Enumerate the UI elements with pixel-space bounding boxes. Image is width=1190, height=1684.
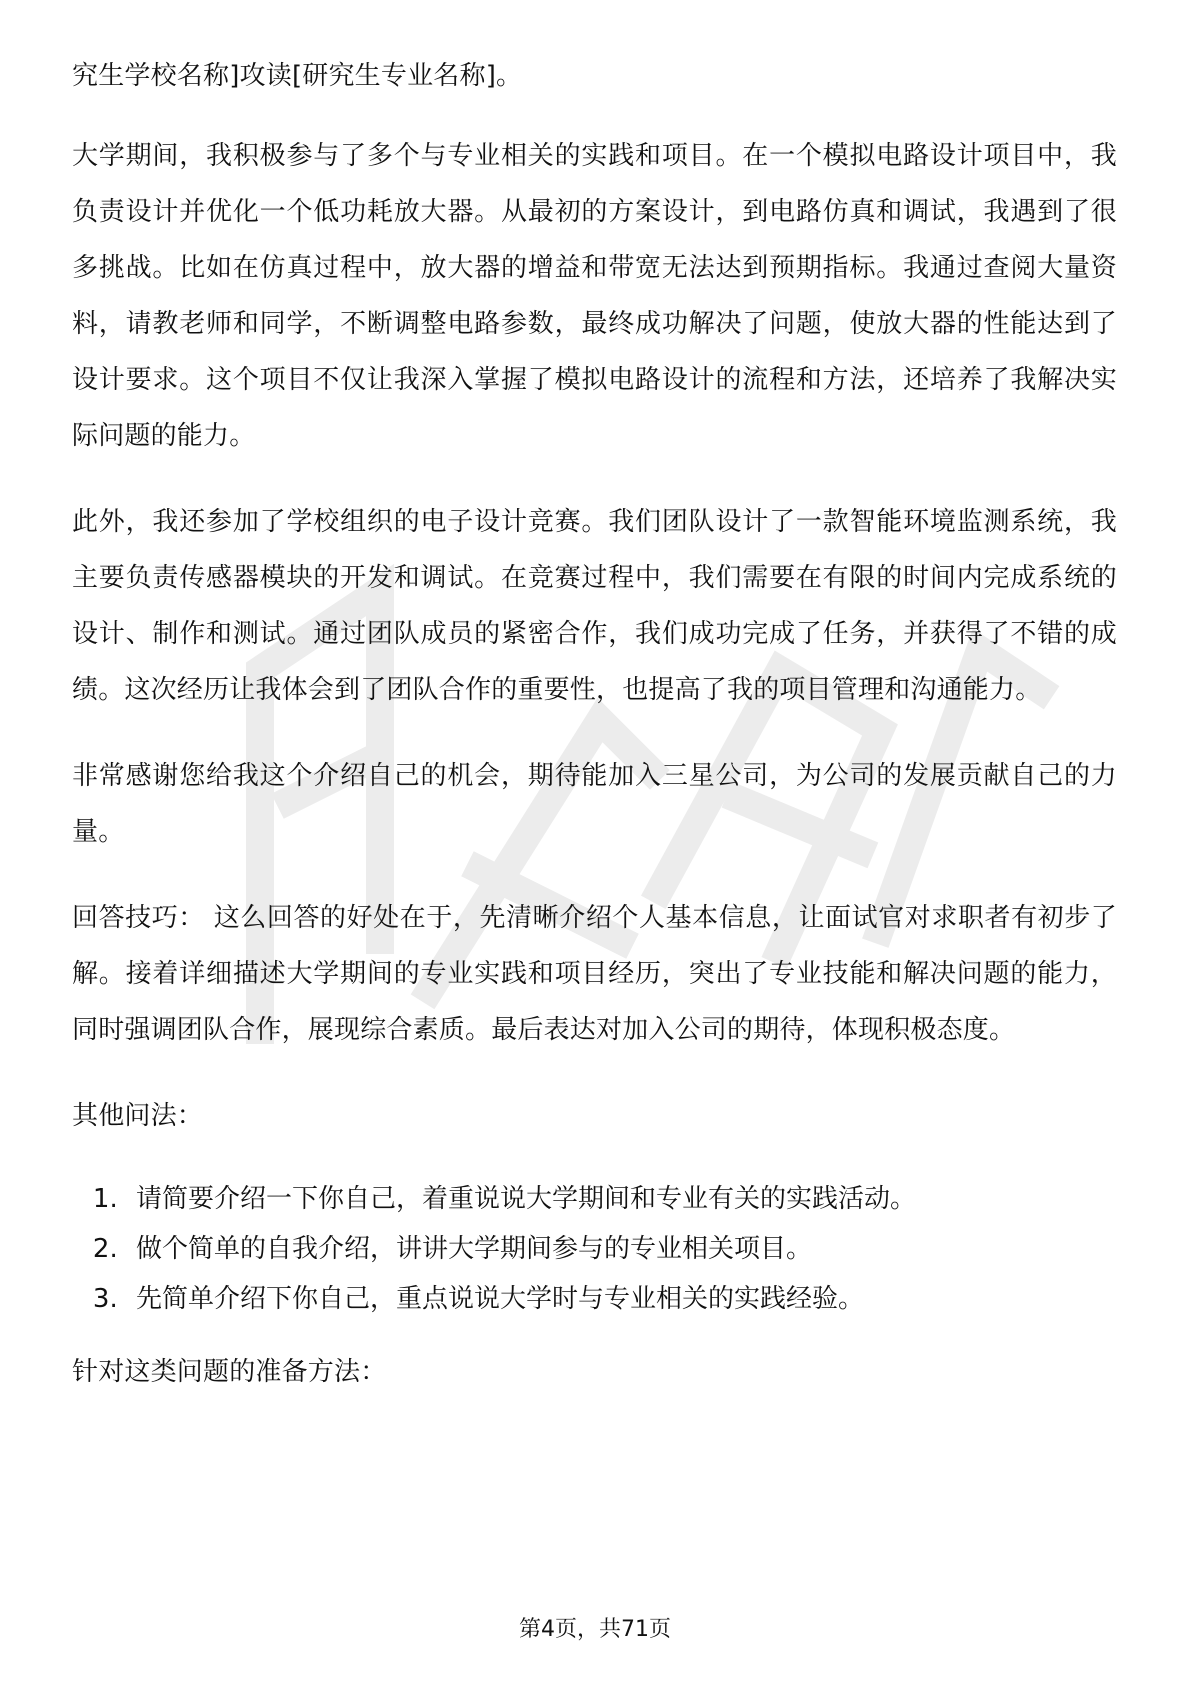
heading-other-questions: 其他问法： — [72, 1101, 204, 1131]
list-item: 1. 请简要介绍一下你自己，着重说说大学期间和专业有关的实践活动。 — [126, 1174, 1117, 1224]
paragraph-intro-tail: 究生学校名称]攻读[研究生专业名称]。 — [72, 61, 523, 91]
document-body — [72, 48, 1117, 1430]
paragraph-university-projects: 大学期间，我积极参与了多个与专业相关的实践和项目。在一个模拟电路设计项目中，我负责设计并优化一个低功耗放大器。从最初的方案设计，到电路仿真和调试，我遇到了很多挑战。比如在仿真过程中，放大器的增益和带宽无法达到预期指标。我通过查阅大量资料，请教老师和同学，不断调整电路参数，最终成功解决了问题，使放大器的性能达到了设计要求。这个项目不仅让我深入掌握了模拟电路设计的流程和方法，还培养了我解决实际问题的能力。 — [72, 141, 1117, 451]
page-number: 第4页，共71页 — [519, 1617, 671, 1642]
paragraph-design-competition: 此外，我还参加了学校组织的电子设计竞赛。我们团队设计了一款智能环境监测系统，我主要负责传感器模块的开发和调试。在竞赛过程中，我们需要在有限的时间内完成系统的设计、制作和测试。通过团队成员的紧密合作，我们成功完成了任务，并获得了不错的成绩。这次经历让我体会到了团队合作的重要性，也提高了我的项目管理和沟通能力。 — [72, 507, 1117, 705]
paragraph-answer-tips: 回答技巧： 这么回答的好处在于，先清晰介绍个人基本信息，让面试官对求职者有初步了解。接着详细描述大学期间的专业实践和项目经历，突出了专业技能和解决问题的能力，同时强调团队合作，展现综合素质。最后表达对加入公司的期待，体现积极态度。 — [72, 903, 1118, 1045]
heading-preparation-methods: 针对这类问题的准备方法： — [72, 1357, 387, 1387]
list-item: 3. 先简单介绍下你自己，重点说说大学时与专业相关的实践经验。 — [126, 1274, 1117, 1324]
list-item: 2. 做个简单的自我介绍，讲讲大学期间参与的专业相关项目。 — [126, 1224, 1117, 1274]
paragraph-closing-thanks: 非常感谢您给我这个介绍自己的机会，期待能加入三星公司，为公司的发展贡献自己的力量。 — [72, 761, 1117, 847]
other-questions-list — [72, 1174, 1117, 1324]
